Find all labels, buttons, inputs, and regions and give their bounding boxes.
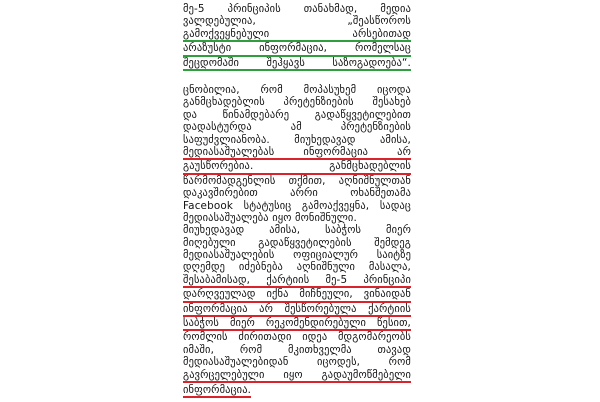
text-line: განმცხადებლის პრეტენზიების შესახებ	[183, 96, 411, 109]
paragraph-principle-5	[183, 3, 411, 71]
text-line: მედიასაშუალება იყო მონიშნული.	[183, 211, 357, 224]
text-line: წარმომადგენლის თქმით, აღნიშნულთან	[183, 174, 411, 187]
highlighted-text-line: მედიასაშუალებას ინფორმაცია არ	[183, 146, 411, 160]
text-line: დღემდე იძებნება აღნიშნული მასალა,	[183, 261, 411, 274]
highlighted-text-line: ინფორმაცია.	[183, 384, 251, 398]
highlighted-text-line: ინფორმაცია არ შესწორებულა ქარტიის	[183, 303, 411, 317]
text-line: მედიასაშუალებიდან იცოდეს, რომ	[183, 356, 411, 369]
text-line: მე-5 პრინციპის თანახმად, მედია	[183, 3, 411, 15]
highlighted-text-line: გავრცელებული იყო გადაუმოწმებელი	[183, 369, 411, 383]
text-line: მედიასაშუალების ოფიციალურ საიტზე	[183, 249, 411, 262]
text-line: დადასტურდა ამ პრეტენზიების	[183, 121, 411, 134]
text-line: მიუხედავად ამისა, საბჭოს მიერ	[183, 224, 411, 237]
paragraph-findings	[183, 84, 411, 402]
highlighted-text-line: დარღვეულად იქნა მიჩნეული, ვინაიდან	[183, 288, 411, 302]
text-line: იმაში, რომ მკითხველმა თავად	[183, 343, 411, 356]
highlighted-text-line: შეცდომაში შეჰყავს საზოგადოება“.	[183, 57, 411, 71]
text-line: ვალდებულია, „შეასწოროს	[183, 15, 411, 28]
text-line: ცნობილია, რომ მოპასუხემ იცოდა	[183, 84, 411, 96]
highlighted-text-line: არაზუსტი ინფორმაცია, რომელსაც	[183, 42, 411, 56]
highlighted-text-line: საბჭოს მიერ რეკომენდირებული წესით,	[183, 317, 411, 331]
highlighted-text-line: შესაბამისად, ქარტიის მე-5 პრინციპი	[183, 274, 411, 288]
text-line: დაკავშირებით არრი ოხანშეთამა	[183, 187, 411, 200]
text-line: რომლის ძირითადი იდეა მდგომარეობს	[183, 331, 411, 344]
text-line: და წინამდებარე გადაწყვეტილებით	[183, 108, 411, 121]
highlighted-text-line: გამოქვეყნებული არსებითად	[183, 28, 411, 42]
text-line: მიღებული გადაწყვეტილების შემდეგ	[183, 236, 411, 249]
text-line: Facebook სტატუსიც გამოაქვეყნა, სადაც	[183, 199, 411, 212]
text-line: საფუძვლიანობა. მიუხედავად ამისა,	[183, 133, 411, 146]
highlighted-text-line: გაუსწორებია. განმცხადებლის	[183, 160, 411, 174]
